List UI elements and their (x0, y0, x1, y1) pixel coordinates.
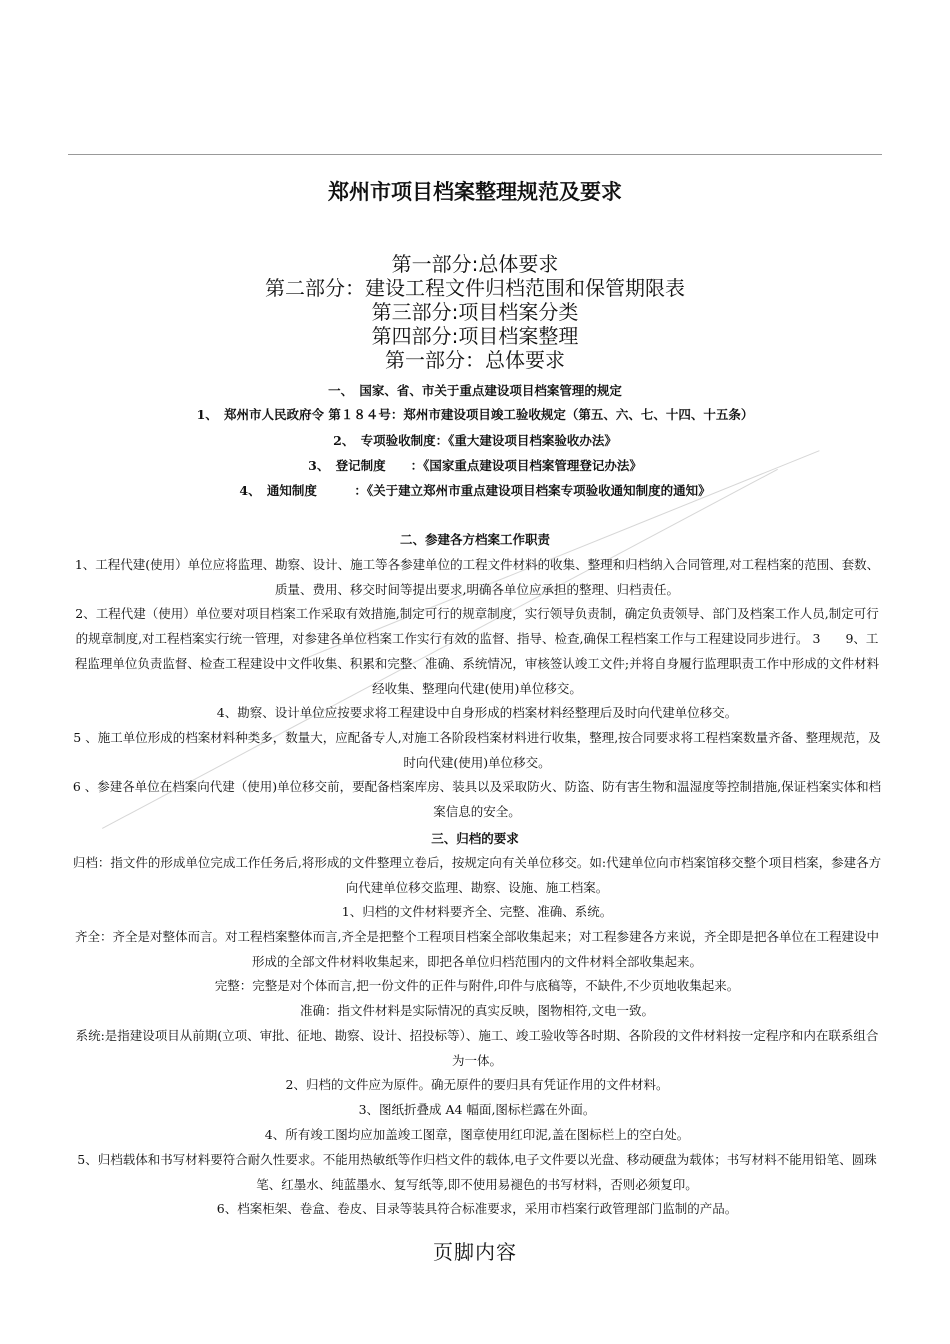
section3-paragraph: 5、归档载体和书写材料要符合耐久性要求。不能用热敏纸等作归档文件的载体,电子文件要以光盘、移动硬盘为载体；书写材料不能用铅笔、圆珠笔、红墨水、纯蓝墨水、复写纸等,即不使用易褪色的书写材料，否则必须复印。 (77, 1152, 877, 1192)
toc-item: 第一部分:总体要求 (391, 252, 559, 276)
section1-item: 4、 通知制度 ：《关于建立郑州市重点建设项目档案专项验收通知制度的通知》 (239, 483, 711, 498)
section2-paragraph: 1、工程代建(使用）单位应将监理、勘察、设计、施工等各参建单位的工程文件材料的收集、整理和归档纳入合同管理,对工程档案的范围、套数、质量、费用、移交时间等提出要求,明确各单位应承担的整理、归档责任。 (74, 557, 880, 597)
section2-paragraph: 4、勘察、设计单位应按要求将工程建设中自身形成的档案材料经整理后及时向代建单位移交。 (216, 705, 738, 720)
section3-paragraph: 系统:是指建设项目从前期(立项、审批、征地、勘察、设计、招投标等）、施工、竣工验收等各时期、各阶段的文件材料按一定程序和内在联系组合为一体。 (75, 1028, 879, 1068)
section3-heading: 三、归档的要求 (431, 831, 519, 846)
section3-paragraph: 完整：完整是对个体而言,把一份文件的正件与附件,印件与底稿等，不缺件,不少页地收集起来。 (214, 978, 740, 993)
section2-heading: 二、参建各方档案工作职责 (399, 532, 550, 547)
page-footer: 页脚内容 (433, 1240, 517, 1264)
section3-paragraph: 2、归档的文件应为原件。确无原件的要归具有凭证作用的文件材料。 (285, 1077, 669, 1092)
toc-item: 第二部分：建设工程文件归档范围和保管期限表 (265, 276, 685, 300)
section1-heading: 一、 国家、省、市关于重点建设项目档案管理的规定 (328, 383, 622, 398)
table-of-contents (0, 252, 950, 372)
section3-paragraph: 4、所有竣工图均应加盖竣工图章，图章使用红印泥,盖在图标栏上的空白处。 (264, 1127, 690, 1142)
toc-item: 第三部分:项目档案分类 (371, 300, 579, 324)
document-title: 郑州市项目档案整理规范及要求 (328, 180, 622, 204)
section3-paragraph: 归档：指文件的形成单位完成工作任务后,将形成的文件整理立卷后，按规定向有关单位移交。如:代建单位向市档案馆移交整个项目档案，参建各方向代建单位移交监理、勘察、设施、施工档案。 (72, 855, 882, 895)
part1-heading: 第一部分：总体要求 (385, 348, 565, 372)
section2-paragraph: 2、工程代建（使用）单位要对项目档案工作采取有效措施,制定可行的规章制度，实行领导负责制，确定负责领导、部门及档案工作人员,制定可行的规章制度,对工程档案实行统一管理，对参建各单位档案工作实行有效的监督、指导、检查,确保工程档案工作与工程建设同步进行。 3 9、工程监理单位负责监督、检查工程建设中文件收集、积累和完整、准确、系统情况，审核签认竣工文件;并将自身履行监理职责工作中形成的文件材料经收集、整理向代建(使用)单位移交。 (74, 606, 880, 696)
section3-paragraph: 齐全：齐全是对整体而言。对工程档案整体而言,齐全是把整个工程项目档案全部收集起来；对工程参建各方来说，齐全即是把各单位在工程建设中形成的全部文件材料收集起来，即把各单位归档范围内的文件材料全部收集起来。 (75, 929, 879, 969)
section1-item: 3、 登记制度 ：《国家重点建设项目档案管理登记办法》 (308, 458, 642, 473)
section3-paragraph: 1、归档的文件材料要齐全、完整、准确、系统。 (341, 904, 613, 919)
section1-item: 2、 专项验收制度：《重大建设项目档案验收办法》 (333, 433, 617, 448)
section3-paragraph: 3、图纸折叠成 A4 幅面,图标栏露在外面。 (358, 1102, 596, 1117)
section3-paragraph: 准确：指文件材料是实际情况的真实反映，图物相符,文电一致。 (300, 1003, 654, 1018)
header-rule (68, 154, 882, 155)
section2-paragraph: 5 、施工单位形成的档案材料种类多，数量大，应配备专人,对施工各阶段档案材料进行收集，整理,按合同要求将工程档案数量齐备、整理规范，及时向代建(使用)单位移交。 (73, 730, 881, 770)
section2-paragraph: 6 、参建各单位在档案向代建（使用)单位移交前，要配备档案库房、装具以及采取防火、防盗、防有害生物和温湿度等控制措施,保证档案实体和档案信息的安全。 (72, 779, 882, 819)
toc-item: 第四部分:项目档案整理 (371, 324, 579, 348)
section3-paragraph: 6、档案柜架、卷盒、卷皮、目录等装具符合标准要求，采用市档案行政管理部门监制的产品。 (216, 1201, 738, 1216)
section1-item: 1、 郑州市人民政府令 第１８４号：郑州市建设项目竣工验收规定（第五、六、七、十四、十五条） (196, 407, 754, 422)
